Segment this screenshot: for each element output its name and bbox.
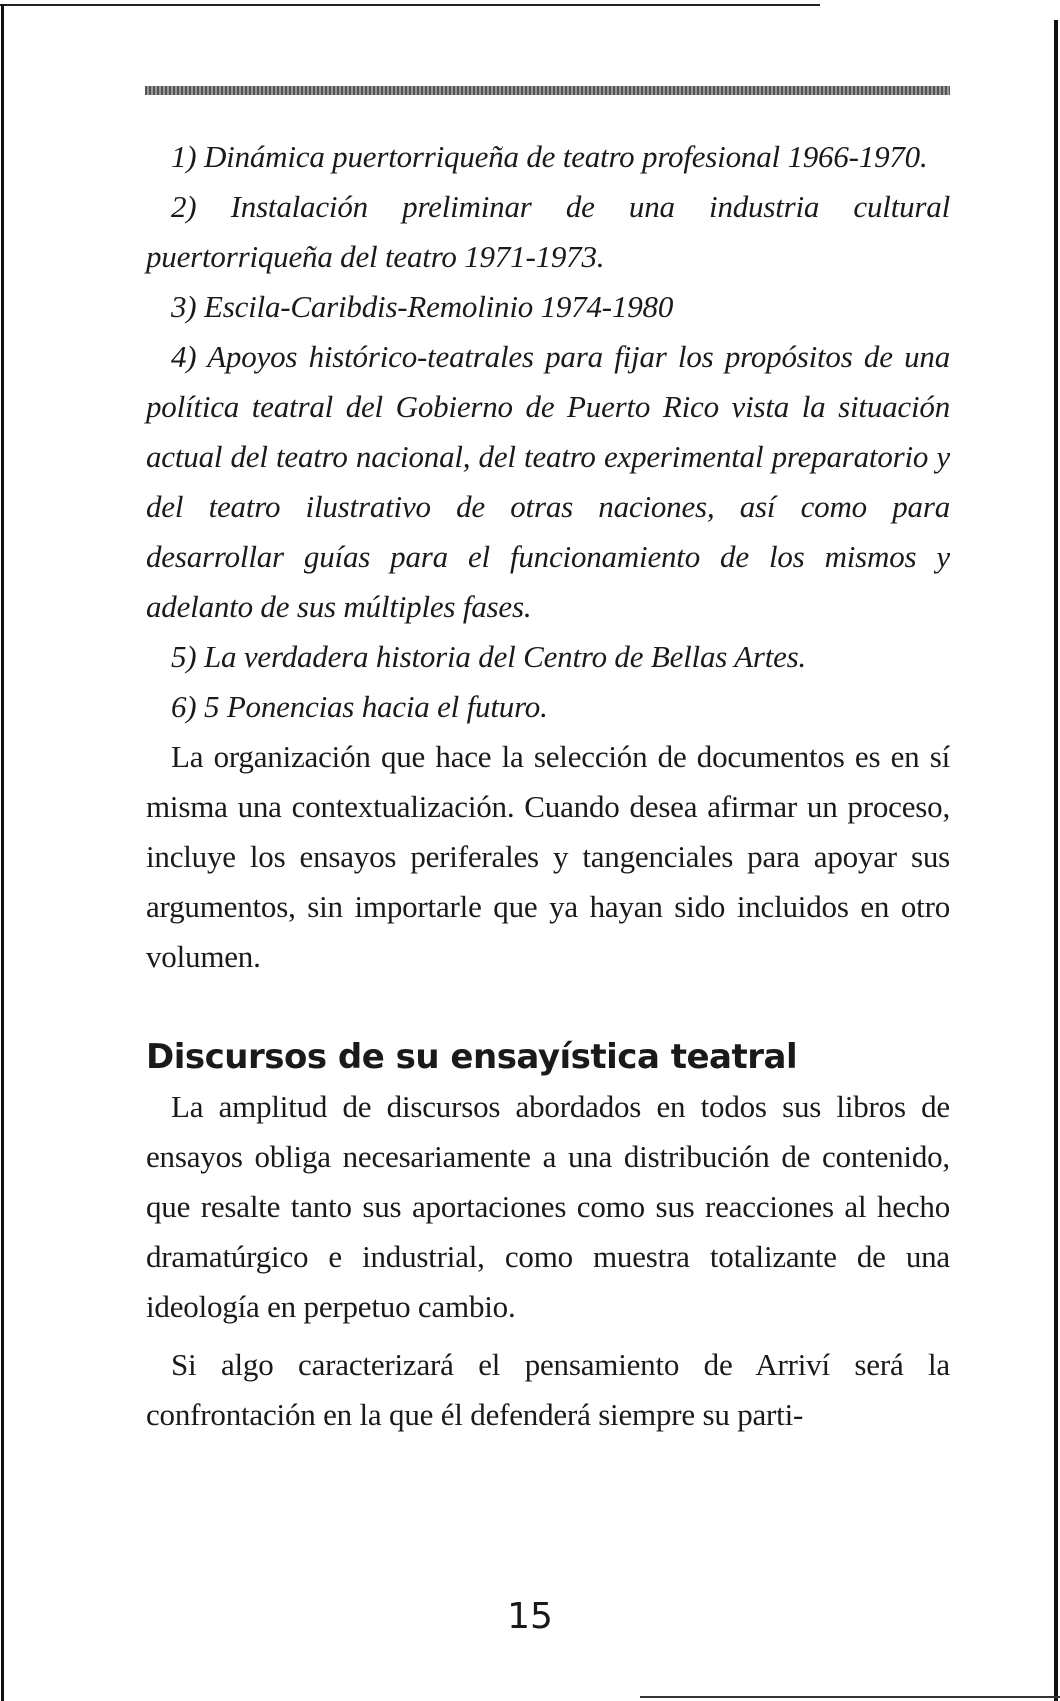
- paragraph-spacer: [146, 1332, 950, 1340]
- section-title: Discursos de su ensayística teatral: [146, 1037, 798, 1077]
- header-rule: [145, 86, 950, 95]
- section-spacer: [146, 982, 950, 1032]
- list-item: 5) La verdadera historia del Centro de Bellas Artes.: [171, 639, 807, 674]
- page-number: 15: [507, 1596, 553, 1637]
- scan-border-right: [1054, 20, 1058, 1701]
- scan-border-left: [1, 4, 4, 1701]
- scan-border-top: [0, 4, 820, 6]
- list-item: 3) Escila-Caribdis-Remolinio 1974-1980: [171, 289, 674, 324]
- intro-paragraph: La organización que hace la selección de documentos es en sí misma una contextualización. Cuando desea afirmar un proceso, incluye los ensayos periferales y tangenciales para apoyar sus argumentos, sin importarle que ya hayan sido incluidos en otro volumen.: [146, 739, 950, 974]
- body-paragraph: La amplitud de discursos abordados en todos sus libros de ensayos obliga necesariamente a una distribución de contenido, que resalte tanto sus aportaciones como sus reacciones al hecho dramatúrgico e industrial, como muestra totalizante de una ideología en perpetuo cambio.: [146, 1089, 950, 1324]
- list-item: 6) 5 Ponencias hacia el futuro.: [171, 689, 548, 724]
- scan-border-bottom: [640, 1696, 1060, 1698]
- page-content: [146, 132, 950, 1440]
- body-paragraph: Si algo caracterizará el pensamiento de Arriví será la confrontación en la que él defenderá siempre su parti-: [146, 1347, 950, 1432]
- list-item: 1) Dinámica puertorriqueña de teatro profesional 1966-1970.: [171, 139, 928, 174]
- list-item: 2) Instalación preliminar de una industria cultural puertorriqueña del teatro 1971-1973.: [146, 189, 950, 274]
- list-item: 4) Apoyos histórico-teatrales para fijar los propósitos de una política teatral del Gobierno de Puerto Rico vista la situación actual del teatro nacional, del teatro experimental preparatorio y del teatro ilustrativo de otras naciones, así como para desarrollar guías para el funcionamiento de los mismos y adelanto de sus múltiples fases.: [146, 339, 950, 624]
